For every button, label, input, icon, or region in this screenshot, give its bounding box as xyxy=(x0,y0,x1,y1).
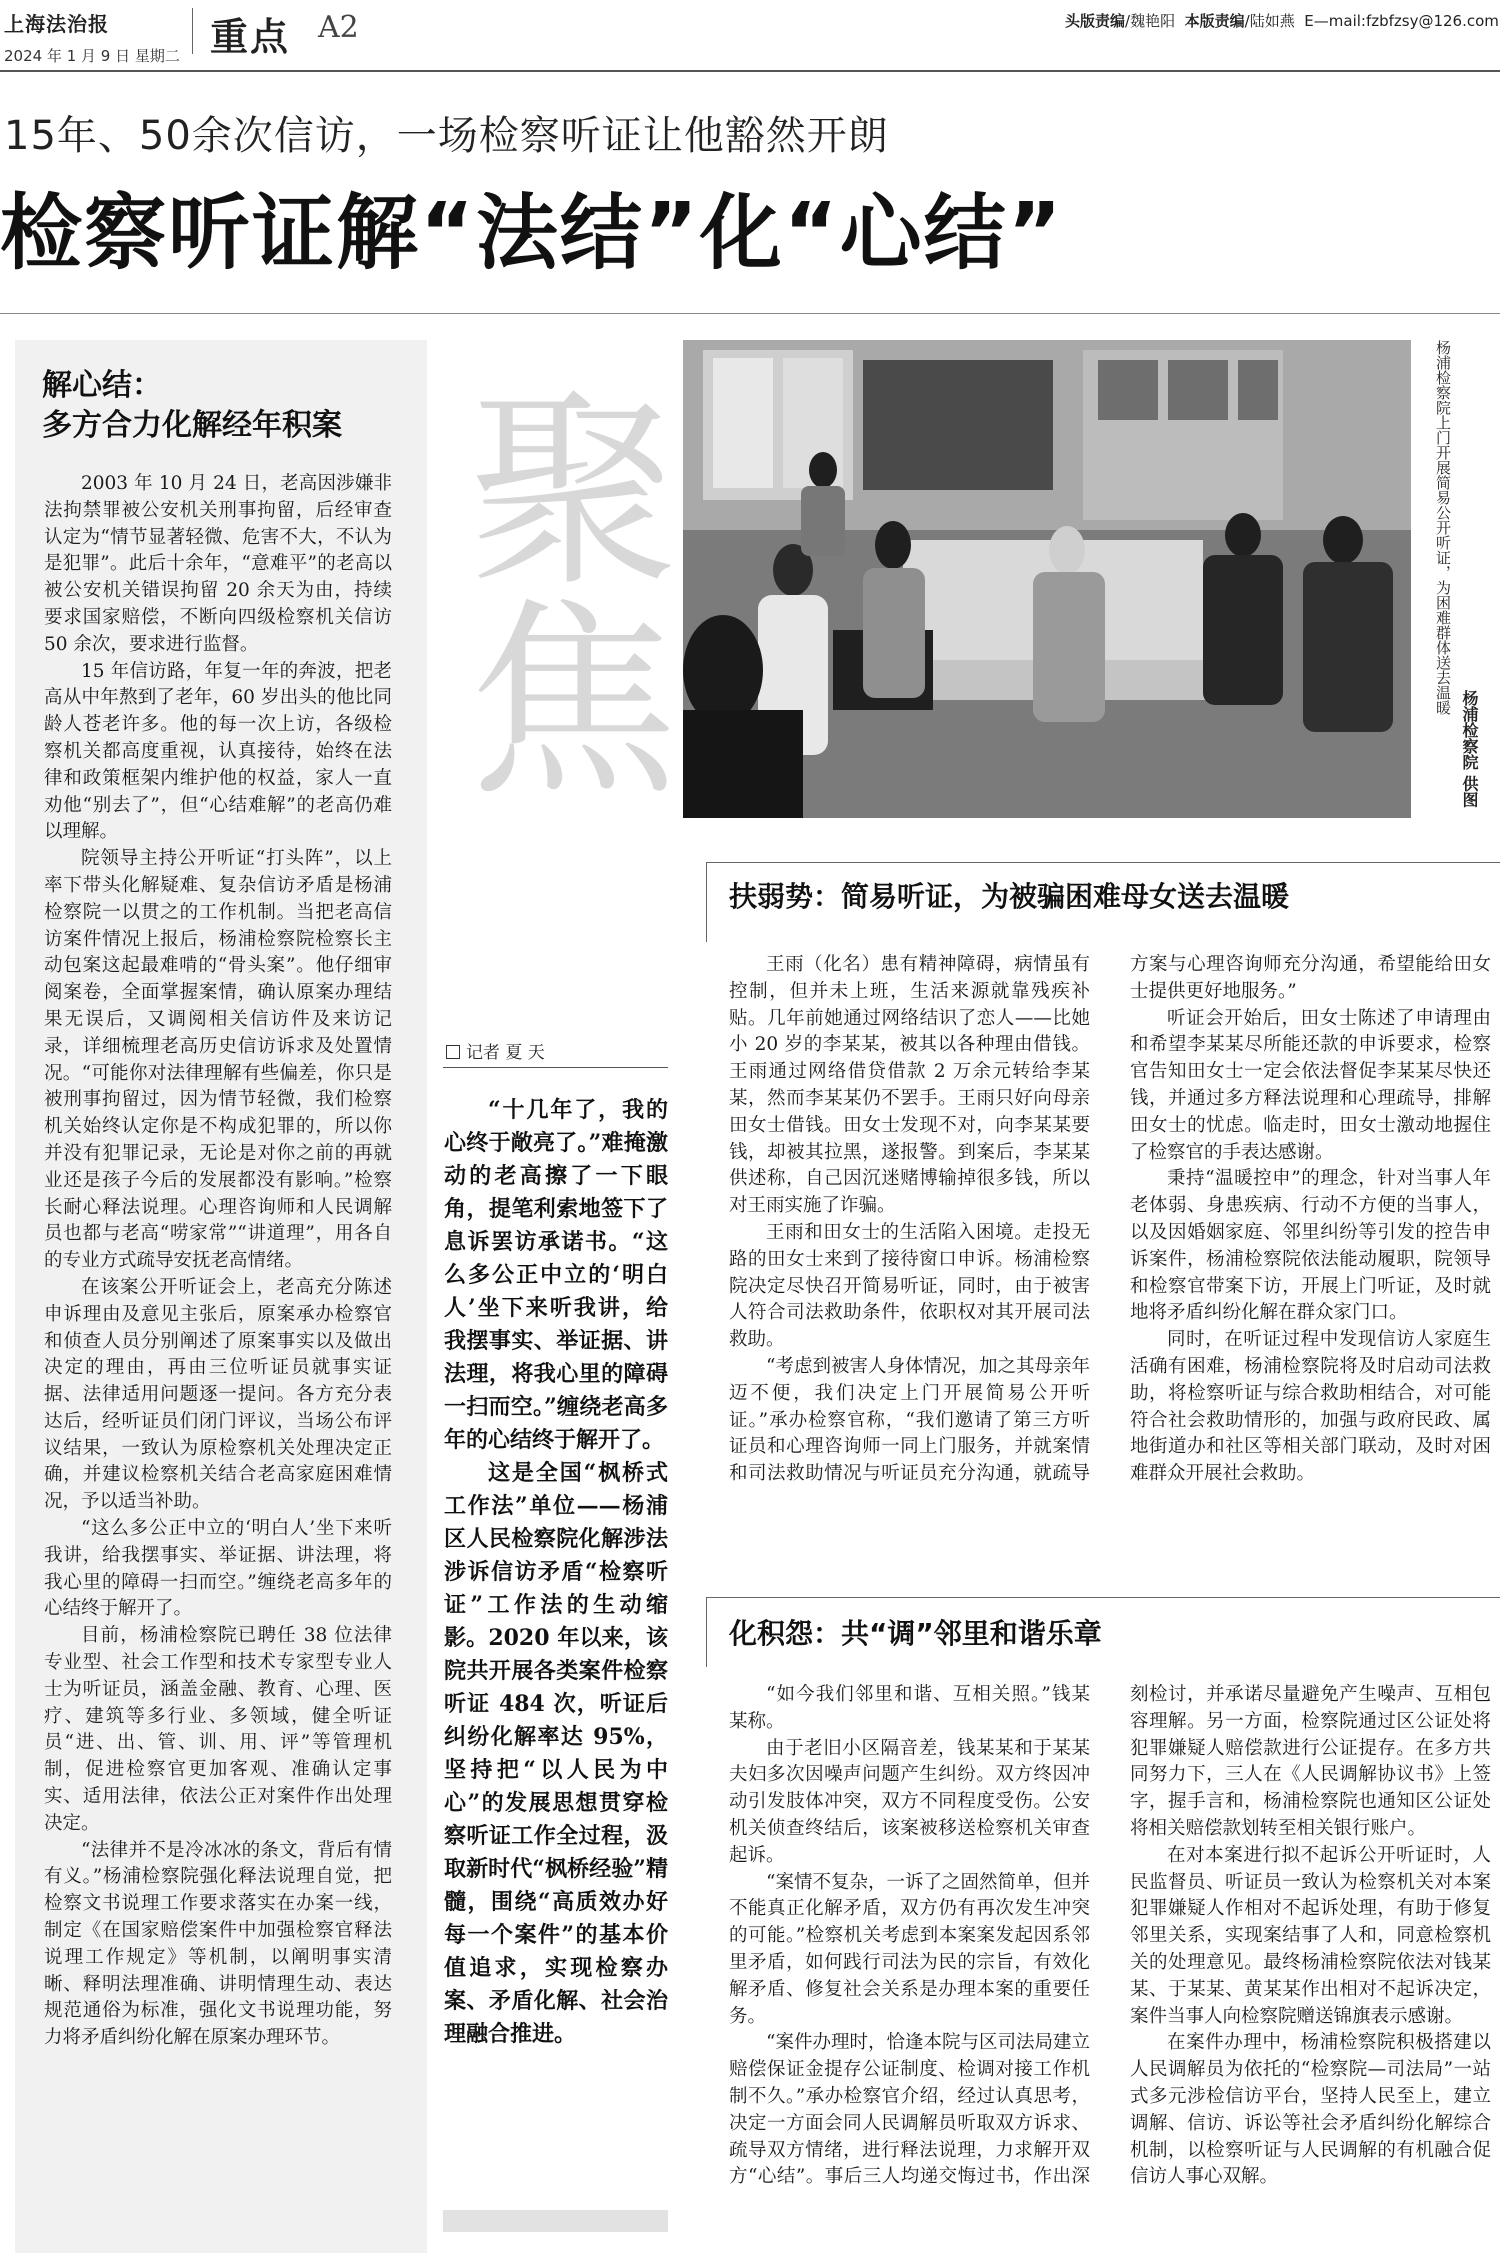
headline-title: 检察听证解“法结”化“心结” xyxy=(0,186,1064,281)
editor-name-1: 魏艳阳 xyxy=(1130,12,1176,30)
editors: 头版责编/魏艳阳 本版责编/陆如燕 E—mail:fzbfzsy@126.com xyxy=(1065,12,1499,30)
left-box-paragraph: 院领导主持公开听证“打头阵”，以上率下带头化解疑难、复杂信访矛盾是杨浦检察院一以贯之的工作机制。当把老高信访案件情况上报后，杨浦检察院检察长主动包案这起最难啃的“骨头案”。他仔细审阅案卷，全面掌握案情，确认原案办理结果无误后，又调阅相关信访件及来访记录，详细梳理老高历史信访诉求及处置情况。“可能你对法律理解有些偏差，你只是被刑事拘留过，因为情节轻微，我们检察机关始终认定你是不构成犯罪的，所以你并没有犯罪记录，无论是对你之前的再就业还是孩子今后的发展都没有影响。”检察长耐心释法说理。心理咨询师和人民调解员也都与老高“唠家常”“讲道理”，用各自的专业方式疏导安抚老高情绪。 xyxy=(44,848,392,1272)
section2-paragraph: 王雨（化名）患有精神障碍，病情虽有控制，但并未上班，生活来源就靠残疾补贴。几年前她通过网络结识了恋人——比她小 20 岁的李某某，被其以各种理由借钱。王雨通过网络借贷借款 2 万余元转给李某某，然而李某某仍不罢手。王雨只好向母亲田女士借钱。田女士发现不对，向李某某要钱，却被其拉黑，遂报警。到案后，李某某供述称，自己因沉迷赌博输掉很多钱，所以对王雨实施了诈骗。 xyxy=(729,954,1090,1217)
section-name: 重点 xyxy=(210,15,291,59)
left-box-text xyxy=(44,471,392,2052)
decor-characters: 聚焦 xyxy=(433,380,678,800)
section2-title: 扶弱势：简易听证，为被骗困难母女送去温暖 xyxy=(729,880,1290,913)
left-box-paragraph: 目前，杨浦检察院已聘任 38 位法律专业型、社会工作型和技术专家型专业人士为听证员，涵盖金融、教育、心理、医疗、建筑等多行业、多领域，健全听证员“进、出、管、训、用、评”等管理机制，促进检察官更加客观、准确认定事实、适用法律，依法公正对案件作出处理决定。 xyxy=(44,1625,392,1834)
section2-left-rule xyxy=(706,862,707,942)
left-box-title-line1: 解心结： xyxy=(42,368,162,403)
masthead-rule xyxy=(0,70,1500,72)
editor-role-2: 本版责编 xyxy=(1184,12,1245,30)
page-number: A2 xyxy=(318,10,359,45)
lead-paragraph: 这是全国“枫桥式工作法”单位——杨浦区人民检察院化解涉法涉诉信访矛盾“检察听证”工作法的生动缩影。2020 年以来，该院共开展各类案件检察听证 484 次，听证后纠纷化解率达 95%，坚持把“以人民为中心”的发展思想贯穿检察听证工作全过程，汲取新时代“枫桥经验”精髓，围绕“高质效办好每一个案件”的基本价值追求，实现检察办案、矛盾化解、社会治理融合推进。 xyxy=(444,1460,668,2047)
editor-name-2: 陆如燕 xyxy=(1249,12,1295,30)
section3-paragraph: “案件办理时，恰逢本院与区司法局建立赔偿保证金提存公证制度、检调对接工作机制不久。”承办检察官介绍，经过认真思考，决定一方面会同人民调解员听取双方诉求、疏导双方情绪，进行释法说理，力求解开双方“心结”。事后三人均递交悔过书，作出深刻检讨，并承诺尽量避免产生噪声、互相包容理解。另一方面，检察院通过区公证处将犯罪嫌疑人赔偿款进行公证提存。在多方共同努力下，三人在《人民调解协议书》上签字，握手言和，杨浦检察院也通知区公证处将相关赔偿款划转至相关银行账户。 xyxy=(729,1684,1491,2188)
photo-caption: 杨浦检察院上门开展简易公开听证，为困难群体送去温暖 xyxy=(1434,340,1452,715)
section3-paragraph: 在案件办理中，杨浦检察院积极搭建以人民调解员为依托的“检察院—司法局”一站式多元涉检信访平台，坚持人民至上，建立调解、信访、诉讼等社会矛盾纠纷化解综合机制，以检察听证与人民调解的有机融合促信访人事心双解。 xyxy=(1130,2032,1491,2188)
lead-text xyxy=(444,1094,668,2051)
headline-subtitle: 15年、50余次信访，一场检察听证让他豁然开朗 xyxy=(4,113,889,159)
section2-paragraph: 秉持“温暖控申”的理念，针对当事人年老体弱、身患疾病、行动不方便的当事人，以及因婚姻家庭、邻里纠纷等引发的控告申诉案件，杨浦检察院依法能动履职，院领导和检察官带案下访，开展上门听证，及时就地将矛盾纠纷化解在群众家门口。 xyxy=(1130,1168,1491,1324)
left-box-paragraph: 2003 年 10 月 24 日，老高因涉嫌非法拘禁罪被公安机关刑事拘留，后经审查认定为“情节显著轻微、危害不大，不认为是犯罪”。此后十余年，“意难平”的老高以被公安机关错误拘留 20 余天为由，持续要求国家赔偿，不断向四级检察机关信访 50 余次，要求进行监督。 xyxy=(44,473,392,655)
issue-date: 2024 年 1 月 9 日 星期二 xyxy=(4,47,180,65)
left-box-paragraph: 15 年信访路，年复一年的奔波，把老高从中年熬到了老年，60 岁出头的他比同龄人苍老许多。他的每一次上访，各级检察机关都高度重视，认真接待，始终在法律和政策框架内维护他的权益，家人一直劝他“别去了”，但“心结难解”的老高仍难以理解。 xyxy=(44,660,392,843)
left-box-title xyxy=(42,366,342,446)
lead-bottom-bar xyxy=(443,2210,668,2232)
editor-email: E—mail:fzbfzsy@126.com xyxy=(1304,12,1499,30)
byline-square-icon xyxy=(446,1045,460,1059)
paper-name: 上海法治报 xyxy=(4,12,109,36)
section3-paragraph: “案情不复杂，一诉了之固然简单，但并不能真正化解矛盾，双方仍有再次发生冲突的可能。”检察机关考虑到本案案发起因系邻里矛盾，如何践行司法为民的宗旨，有效化解矛盾、修复社会关系是办理本案的重要任务。 xyxy=(729,1871,1090,2027)
section2-paragraph: “考虑到被害人身体情况，加之其母亲年迈不便，我们决定上门开展简易公开听证。”承办检察官称，“我们邀请了第三方听证员和心理咨询师一同上门服务，并就案情和司法救助情况与听证员充分沟通，就疏导方案与心理咨询师充分沟通，希望能给田女士提供更好地服务。” xyxy=(729,954,1491,1485)
byline-rule xyxy=(443,1067,668,1068)
section3-text xyxy=(729,1682,1491,2247)
section2-paragraph: 听证会开始后，田女士陈述了申请理由和希望李某某尽所能还款的申诉要求，检察官告知田女士一定会依法督促李某某尽快还钱，并通过多方释法说理和心理疏导，排解田女士的忧虑。临走时，田女士激动地握住了检察官的手表达感谢。 xyxy=(1130,1007,1491,1163)
news-photo xyxy=(683,340,1411,818)
headline-rule xyxy=(0,313,1500,314)
section2-paragraph: 同时，在听证过程中发现信访人家庭生活确有困难，杨浦检察院将及时启动司法救助，将检察听证与综合救助相结合，对可能符合社会救助情形的，加强与政府民政、属地街道办和社区等相关部门联动，及时对困难群众开展社会救助。 xyxy=(1130,1329,1491,1485)
section3-left-rule xyxy=(706,1597,707,1667)
section3-top-rule xyxy=(706,1597,1500,1598)
left-box-paragraph: “法律并不是冷冰冰的条文，背后有情有义。”杨浦检察院强化释法说理自觉，把检察文书说理工作要求落实在办案一线，制定《在国家赔偿案件中加强检察官释法说理工作规定》等机制，以阐明事实清晰、释明法理准确、讲明情理生动、表达规范通俗为标准，强化文书说理功能，努力将矛盾纠纷化解在原案办理环节。 xyxy=(44,1839,392,2049)
section3-paragraph: 由于老旧小区隔音差，钱某某和于某某夫妇多次因噪声问题产生纠纷。双方终因冲动引发肢体冲突，双方不同程度受伤。公安机关侦查终结后，该案被移送检察机关审查起诉。 xyxy=(729,1737,1090,1866)
editor-role-1: 头版责编 xyxy=(1065,12,1126,30)
left-box-paragraph: 在该案公开听证会上，老高充分陈述申诉理由及意见主张后，原案承办检察官和侦查人员分别阐述了原案事实以及做出决定的理由，再由三位听证员就事实证据、法律适用问题逐一提问。各方充分表达后，经听证员们闭门评议，当场公布评议结果，一致认为原检察机关处理决定正确，并建议检察机关结合老高家庭困难情况，予以适当补助。 xyxy=(44,1276,392,1513)
photo-scene-image xyxy=(683,340,1411,818)
left-box-paragraph: “这么多公正中立的‘明白人’坐下来听我讲，给我摆事实、举证据、讲法理，将我心里的障碍一扫而空。”缠绕老高多年的心结终于解开了。 xyxy=(44,1518,392,1620)
left-box-title-line2: 多方合力化解经年积案 xyxy=(42,408,342,443)
section2-paragraph: 王雨和田女士的生活陷入困境。走投无路的田女士来到了接待窗口申诉。杨浦检察院决定尽快召开简易听证，同时，由于被害人符合司法救助条件，依职权对其开展司法救助。 xyxy=(729,1221,1090,1351)
lead-paragraph: “十几年了，我的心终于敞亮了。”难掩激动的老高擦了一下眼角，提笔利索地签下了息诉罢访承诺书。“这么多公正中立的‘明白人’坐下来听我讲，给我摆事实、举证据、讲法理，将我心里的障碍一扫而空。”缠绕老高多年的心结终于解开了。 xyxy=(444,1097,668,1453)
byline xyxy=(446,1038,545,1063)
byline-text: 记者 夏 天 xyxy=(466,1043,545,1063)
photo-credit: 杨浦检察院 供图 xyxy=(1460,690,1479,808)
masthead-divider xyxy=(192,8,193,54)
section3-title: 化积怨：共“调”邻里和谐乐章 xyxy=(729,1617,1102,1650)
section3-paragraph: 在对本案进行拟不起诉公开听证时，人民监督员、听证员一致认为检察机关对本案犯罪嫌疑人作相对不起诉处理，有助于修复邻里关系，实现案结事了人和，同意检察机关的处理意见。最终杨浦检察院依法对钱某某、于某某、黄某某作出相对不起诉决定，案件当事人向检察院赠送锦旗表示感谢。 xyxy=(1130,1844,1491,2027)
section3-paragraph: “如今我们邻里和谐、互相关照。”钱某某称。 xyxy=(729,1684,1090,1732)
section2-top-rule xyxy=(706,862,1500,863)
masthead-left xyxy=(4,8,184,66)
section2-text xyxy=(729,952,1491,1592)
